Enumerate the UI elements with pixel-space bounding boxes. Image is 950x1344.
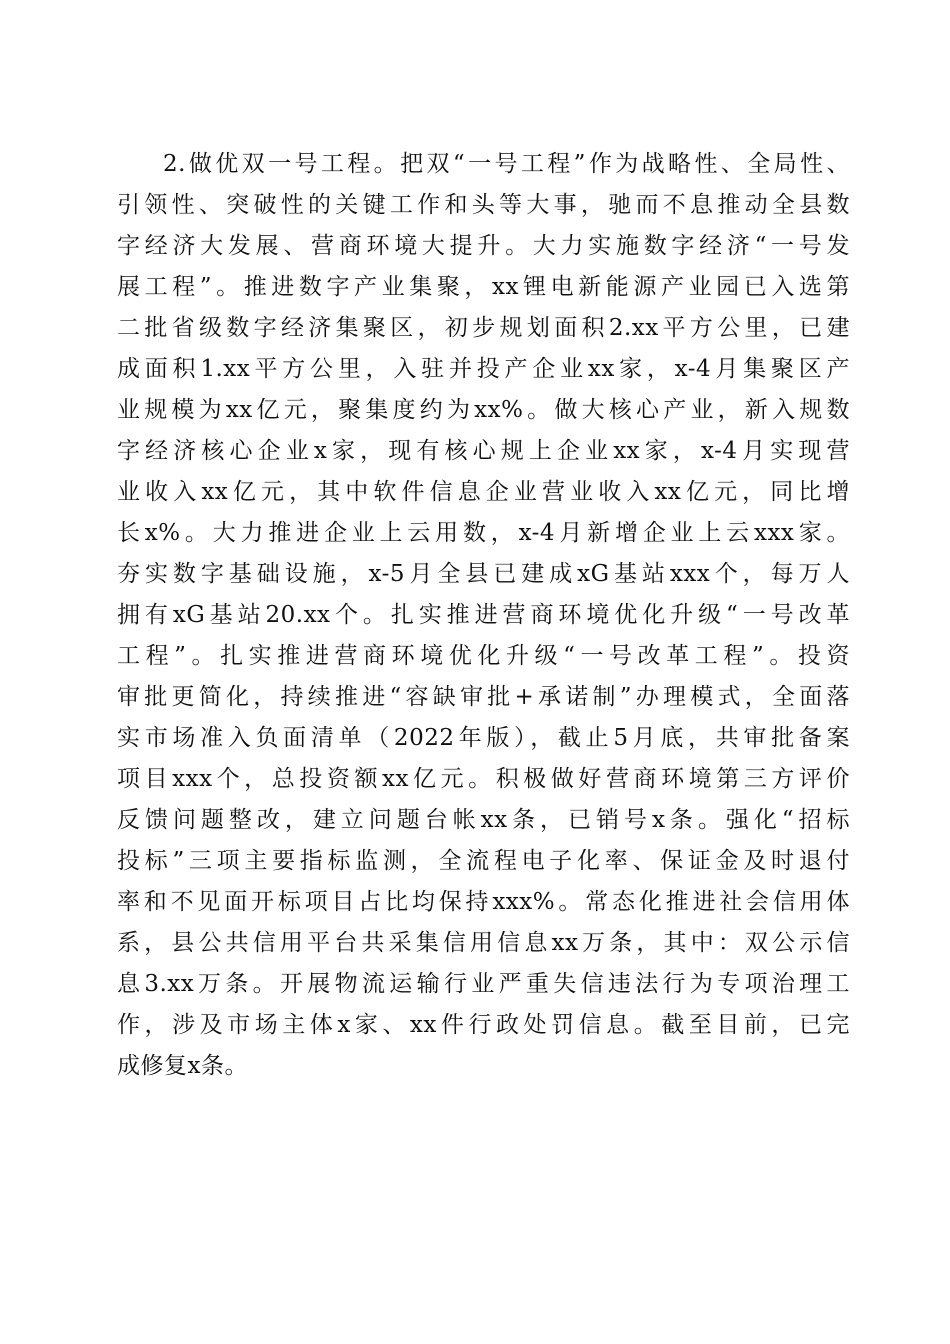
text-line: 项目xxx个，总投资额xx亿元。积极做好营商环境第三方评价 — [117, 766, 850, 792]
text-line: 系，县公共信用平台共采集信用信息xx万条，其中：双公示信 — [117, 930, 850, 956]
text-line: 实市场准入负面清单（2022年版），截止5月底，共审批备案 — [117, 725, 850, 751]
text-line: 成修复x条。 — [117, 1053, 248, 1079]
text-line: 率和不见面开标项目占比均保持xxx%。常态化推进社会信用体 — [117, 889, 850, 915]
text-line: 字经济大发展、营商环境大提升。大力实施数字经济“一号发 — [117, 233, 850, 259]
text-line: 业规模为xx亿元，聚集度约为xx%。做大核心产业，新入规数 — [117, 397, 850, 423]
text-line: 夯实数字基础设施，x-5月全县已建成xG基站xxx个，每万人 — [117, 561, 850, 587]
text-line: 成面积1.xx平方公里，入驻并投产企业xx家，x-4月集聚区产 — [117, 356, 850, 382]
text-line: 作，涉及市场主体x家、xx件行政处罚信息。截至目前，已完 — [117, 1012, 850, 1038]
text-line: 字经济核心企业x家，现有核心规上企业xx家，x-4月实现营 — [117, 438, 850, 464]
text-line: 长x%。大力推进企业上云用数，x-4月新增企业上云xxx家。 — [117, 520, 850, 546]
text-line: 展工程”。推进数字产业集聚，xx锂电新能源产业园已入选第 — [117, 274, 850, 300]
text-line: 拥有xG基站20.xx个。扎实推进营商环境优化升级“一号改革 — [117, 602, 850, 628]
text-line: 反馈问题整改，建立问题台帐xx条，已销号x条。强化“招标 — [117, 807, 850, 833]
text-line: 审批更简化，持续推进“容缺审批+承诺制”办理模式，全面落 — [117, 684, 850, 710]
text-line: 息3.xx万条。开展物流运输行业严重失信违法行为专项治理工 — [117, 971, 850, 997]
text-line: 二批省级数字经济集聚区，初步规划面积2.xx平方公里，已建 — [117, 315, 850, 341]
text-line: 工程”。扎实推进营商环境优化升级“一号改革工程”。投资 — [117, 643, 850, 669]
text-line: 投标”三项主要指标监测，全流程电子化率、保证金及时退付 — [117, 848, 850, 874]
text-line: 引领性、突破性的关键工作和头等大事，驰而不息推动全县数 — [117, 192, 850, 218]
text-line: 业收入xx亿元，其中软件信息企业营业收入xx亿元，同比增 — [117, 479, 850, 505]
text-line: 2.做优双一号工程。把双“一号工程”作为战略性、全局性、 — [163, 151, 850, 177]
body-paragraph — [117, 144, 850, 1087]
